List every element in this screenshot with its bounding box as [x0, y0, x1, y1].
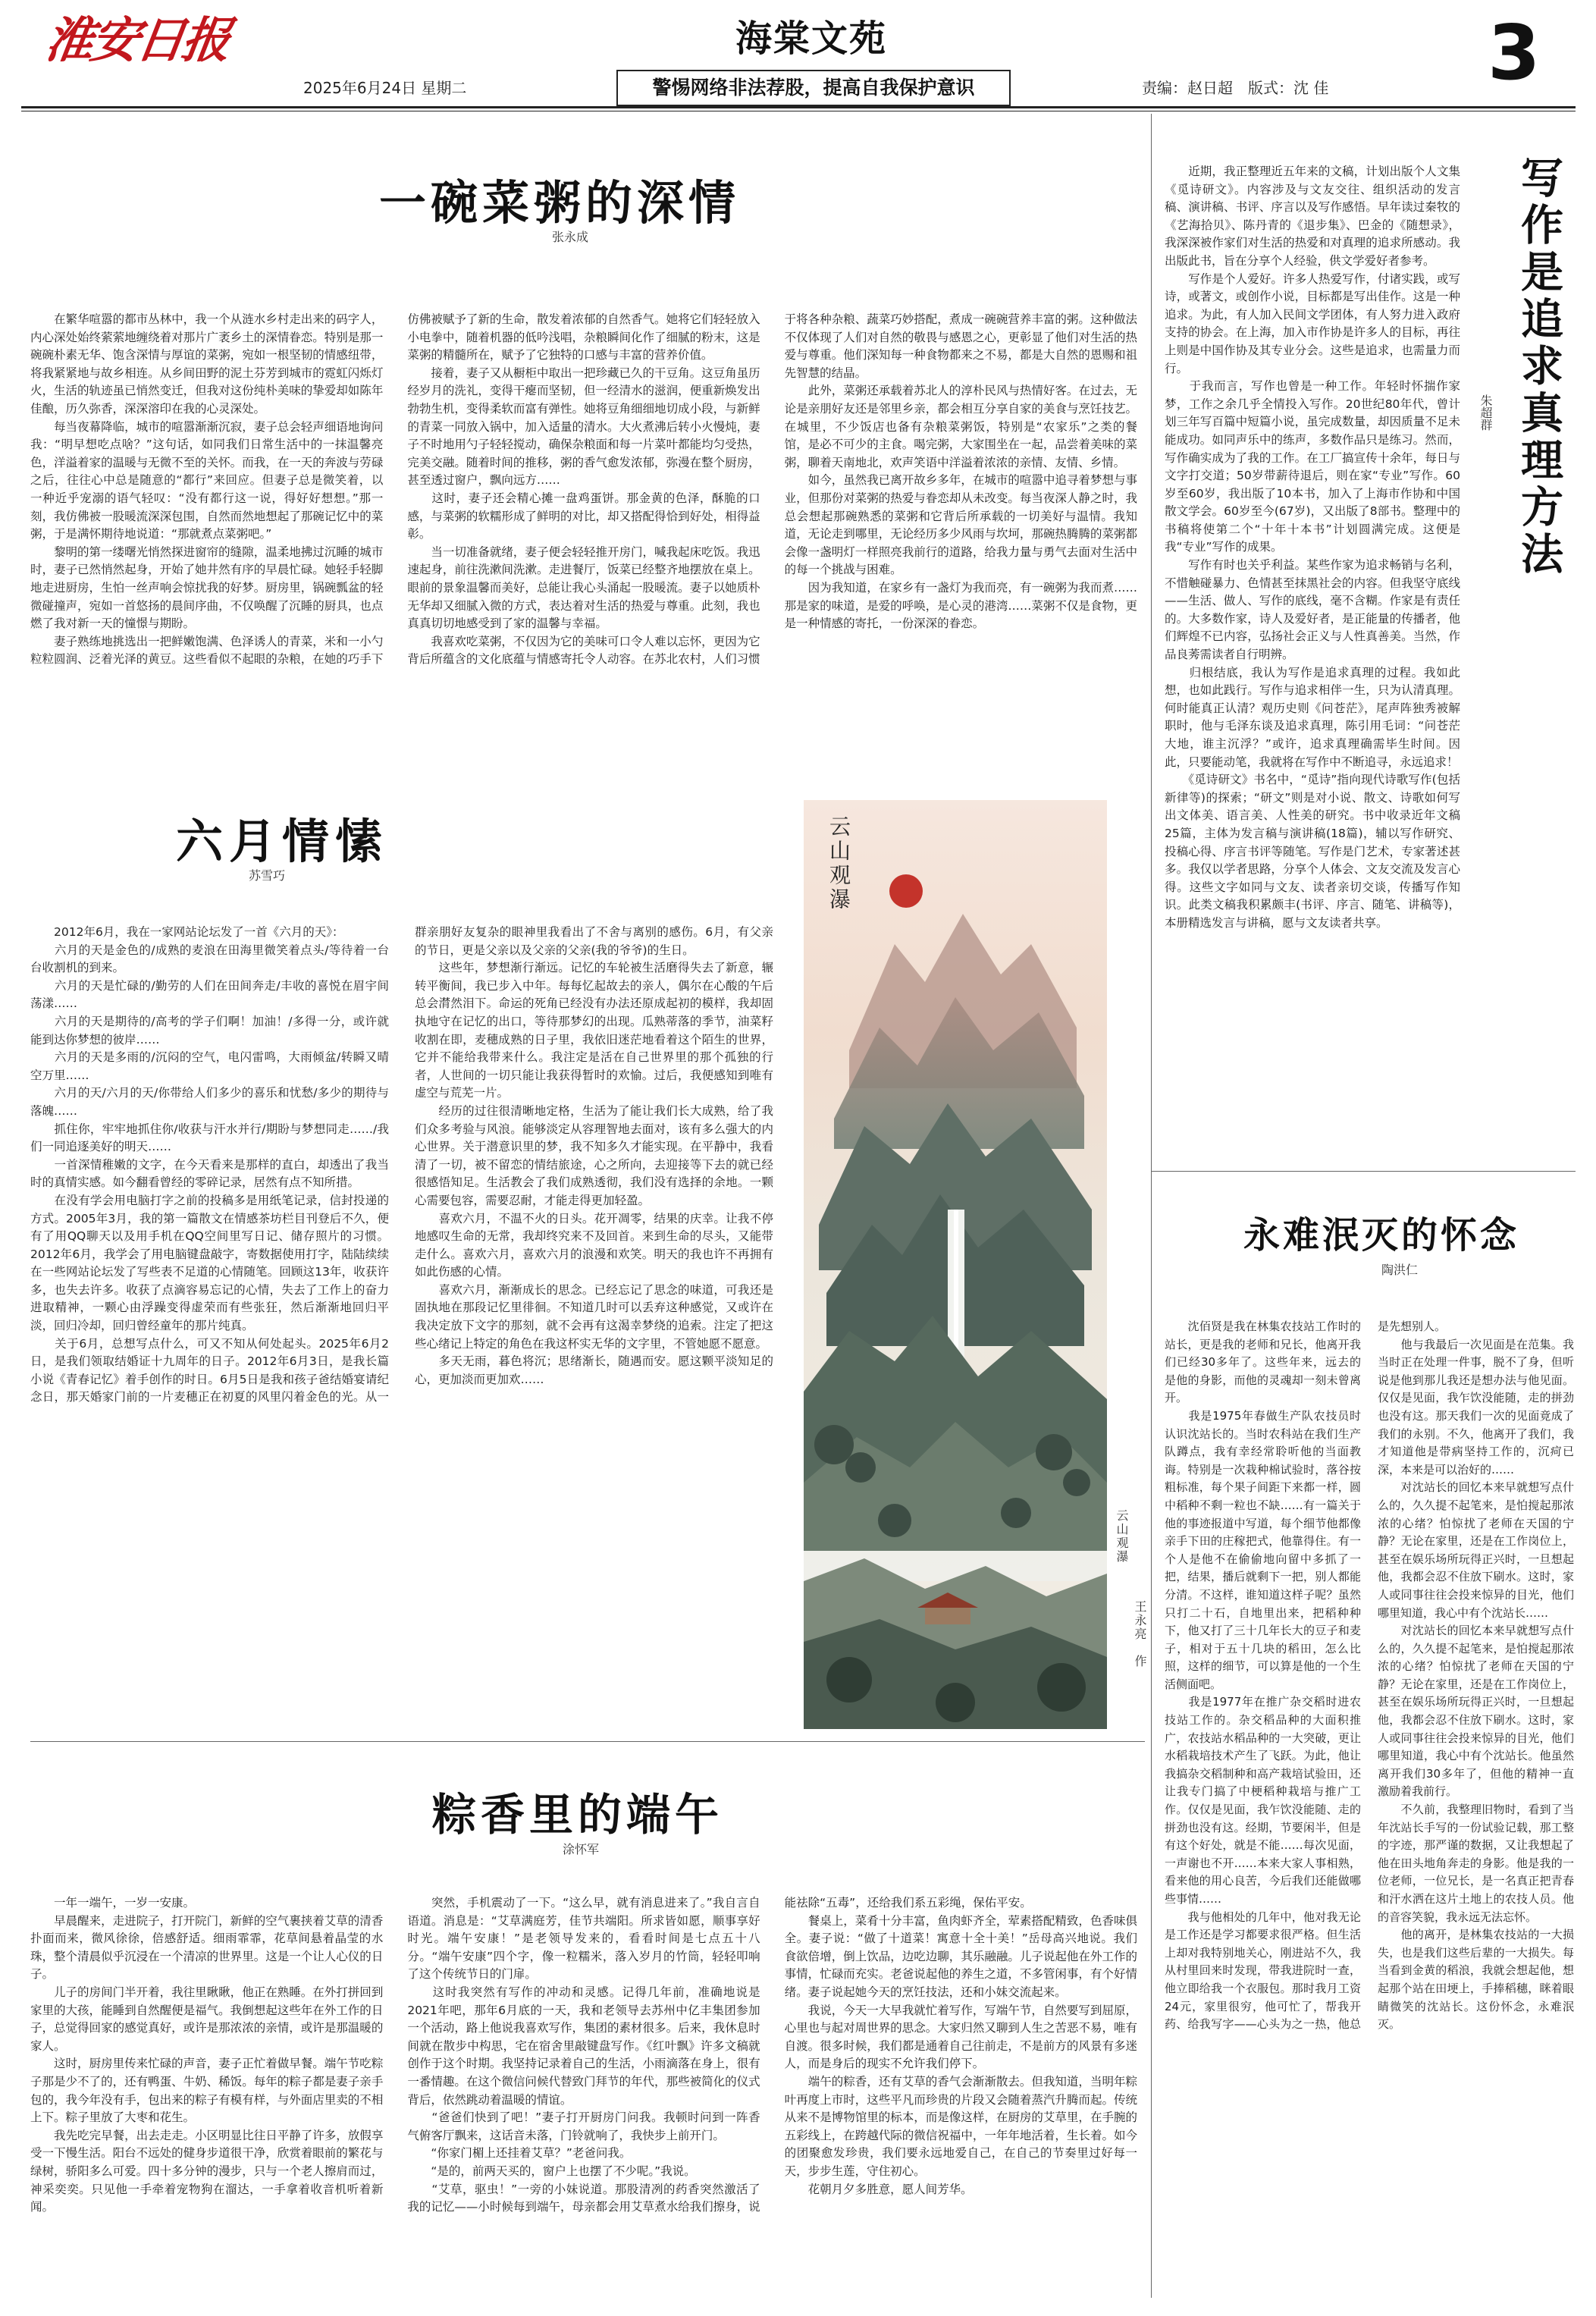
artwork-caption: 云山观瀑	[1115, 1509, 1129, 1564]
article-body: 在繁华喧嚣的都市丛林中，我一个从涟水乡村走出来的码字人，内心深处始终萦萦地缠绕着对那片广袤乡土的深情眷恋。特别是那一碗碗朴素无华、饱含深情与厚谊的菜粥，宛如一根坚韧的情感纽带，将我紧紧地与故乡相连。从乡间田野的泥土芬芳到城市的霓虹闪烁灯火，生活的轨迹虽已悄然变迁，但我对这份纯朴美味的挚爱却如陈年佳酿，历久弥香，深深溶印在我的心灵深处。 每当夜幕降临，城市的喧嚣渐渐沉寂，妻子总会轻声细语地询问我：“明早想吃点啥？”这句话，如同我们日常生活中的一抹温馨亮色，洋溢着家的温暖与无微不至的关怀。而我，在一天的奔波与劳碌之后，往往心中总是随意的“都行”来回应。但妻子总是微笑着，以一种近乎宠溺的语气轻叹：“没有都行这一说，得好好想想。”那一刻，我仿佛被一股暖流深深包围，自然而然地想起了那碗记忆中的菜粥，于是满怀期待地说道：“那就煮点菜粥吧。” 黎明的第一缕曙光悄然探进窗帘的缝隙，温柔地拂过沉睡的城市时，妻子已然悄然起身，开始了她井然有序的早晨忙碌。她轻手轻脚地走进厨房，生怕一丝声响会惊扰我的好梦。厨房里，锅碗瓢盆的轻微碰撞声，宛如一首悠扬的晨间序曲，不仅唤醒了沉睡的厨具，也点燃了我对新一天的憧憬与期盼。 妻子熟练地挑选出一把鲜嫩饱满、色泽诱人的青菜，米和一小勺粒粒圆润、泛着光泽的黄豆。这些看似不起眼的杂粮，在她的巧手下仿佛被赋予了新的生命，散发着浓郁的自然香气。她将它们轻轻放入小电拳中，随着机器的低吟浅唱，杂粮瞬间化作了细腻的粉末，这是菜粥的精髓所在，赋予了它独特的口感与丰富的营养价值。 接着，妻子又从橱柜中取出一把珍藏已久的干豆角。这豆角虽历经岁月的洗礼，变得干瘪而坚韧，但一经清水的滋润，便重新焕发出勃勃生机，变得柔软而富有弹性。她将豆角细细地切成小段，与新鲜的青菜一同放入锅中，加入适量的清水。大火煮沸后转小火慢炖，妻子不时地用勺子轻轻搅动，确保杂粮面和每一片菜叶都能均匀受热，完美交融。随着时间的推移，粥的香气愈发浓郁，弥漫在整个厨房，甚至透过窗户，飘向远方…… 这时，妻子还会精心摊一盘鸡蛋饼。那金黄的色泽，酥脆的口感，与菜粥的软糯形成了鲜明的对比，却又搭配得恰到好处，相得益彰。 当一切准备就绪，妻子便会轻轻推开房门，喊我起床吃饭。我迅速起身，前往洗漱间洗漱。走进餐厅，饭菜已经整齐地摆放在桌上。眼前的景象温馨而美好，总能让我心头涌起一股暖流。妻子以她质朴无华却又细腻入微的方式，表达着对生活的热爱与尊重。此刻，我也真真切切地感受到了家的温馨与幸福。 我喜欢吃菜粥，不仅因为它的美味可口令人难以忘怀，更因为它背后所蕴含的文化底蕴与情感寄托令人动容。在苏北农村，人们习惯于将各种杂粮、蔬菜巧妙搭配，煮成一碗碗营养丰富的粥。这种做法不仅体现了人们对自然的敬畏与感恩之心，更彰显了他们对生活的热爱与尊重。他们深知每一种食物都来之不易，都是大自然的恩赐和祖先智慧的结晶。 此外，菜粥还承载着苏北人的淳朴民风与热情好客。在过去，无论是亲朋好友还是邻里乡亲，都会相互分享自家的美食与烹饪技艺。在城里，不少饭店也备有杂粮菜粥饭，特别是“农家乐”之类的餐馆，是必不可少的主食。喝完粥，大家围坐在一起，品尝着美味的菜粥，聊着天南地北，欢声笑语中洋溢着浓浓的亲情、友情、乡情。 如今，虽然我已离开故乡多年，在城市的喧嚣中追寻着梦想与事业，但那份对菜粥的热爱与眷恋却从未改变。每当夜深人静之时，我总会想起那碗熟悉的菜粥和它背后所承载的一切美好与温情。我知道，无论走到哪里，无论经历多少风雨与坎坷，那碗热腾腾的菜粥都会像一盏明灯一样照亮我前行的道路，给我力量与勇气去面对生活中的每一个挑战与困难。 因为我知道，在家乡有一盏灯为我而亮，有一碗粥为我而煮……那是家的味道，是爱的呼唤，是心灵的港湾……菜粥不仅是食物，更是一种情感的寄托，一份深深的眷恋。	[30, 312, 1137, 667]
column-divider	[1151, 114, 1152, 2298]
article-author: 张永成	[552, 230, 589, 244]
article-title: 六月情愫	[176, 814, 389, 869]
article-body: 一年一端午，一岁一安康。 早晨醒来，走进院子，打开院门，新鲜的空气裹挟着艾草的清香扑面而来，微风徐徐，倍感舒适。细雨霏霏，花草间悬着晶莹的水珠，整个清晨似乎沉浸在一个清凉的世界里。这是一个让人心仪的日子。 儿子的房间门半开着，我往里瞅瞅，他正在熟睡。在外打拼回到家里的大孩，能睡到自然醒便是福气。我倒想起这些年在外工作的日子，总觉得回家的感觉真好，或许是那浓浓的亲情，或许是那温暖的家人。 这时，厨房里传来忙碌的声音，妻子正忙着做早餐。端午节吃粽子那是少不了的，还有鸭蛋、牛奶、稀饭。每年的粽子都是妻子亲手包的，我今年没有手，包出来的粽子有模有样，与外面店里卖的不相上下。粽子里放了大枣和花生。 我先吃完早餐，出去走走。小区明显比往日平静了许多，放假享受一下慢生活。阳台不远处的健身步道很干净，欣赏着眼前的繁花与绿树，骄阳多么可爱。四十多分钟的漫步，只与一个老人擦肩而过，神采奕奕。只见他一手牵着宠物狗在溜达，一手拿着收音机听着新闻。 突然，手机震动了一下。“这么早，就有消息进来了。”我自言自语道。消息是：“艾草满庭芳，佳节共端阳。所求皆如愿，顺事享好时光。端午安康！”是老领导发来的，看看时间是七点五十八分。“端午安康”四个字，像一粒糯米，落入岁月的竹筒，轻轻叩响了这个传统节日的门扉。 这时我突然有写作的冲动和灵感。记得几年前，准确地说是2021年吧，那年6月底的一天，我和老领导去苏州中亿丰集团参加一个活动，路上他说我喜欢写作，集团的素材很多。后来，我休息时间就在散步中构思，宅在宿舍里敲键盘写作。《红叶飘》许多文稿就创作于这个时期。我坚持记录着自己的生活，小雨滴落在身上，很有一番情趣。在这个微信问候代替致门拜节的年代，那些被简化的仪式背后，依然跳动着温暖的情谊。 “爸爸们快到了吧！”妻子打开厨房门问我。我顿时问到一阵香气俯客厅飘来，这话音未落，门铃就响了，我快步上前开门。 “你家门楣上还挂着艾草？”老爸问我。 “是的，前两天买的，窗户上也摆了不少呢。”我说。 “艾草，驱虫！”一旁的小妹说道。那股清冽的药香突然激活了我的记忆——小时候每到端午，母亲都会用艾草煮水给我们擦身，说能祛除“五毒”，还给我们系五彩绳，保佑平安。 餐桌上，菜肴十分丰富，鱼肉虾齐全，荤素搭配精致，色香味俱全。妻子说：“做了十道菜！寓意十全十美！”岳母高兴地说。我们食欲倍增，倒上饮品，边吃边聊，其乐融融。儿子说起他在外工作的事情，忙碌而充实。老爸说起他的养生之道，不多管闲事，有个好情绪。妻子说起她今天的烹饪技法，还和小妹交流起来。 我说，今天一大早我就忙着写作，写端午节，自然要写到屈原，心里也与起对周世界的思念。大家归然又聊到人生之苦恶不易，唯有自渡。很多时候，我们都是通着自己往前走，不是前方的风景有多迷人，而是身后的现实不允许我们停下。 端午的粽香，还有艾草的香气会渐渐散去。但我知道，当明年粽叶再度上市时，这些平凡而珍贵的片段又会随着蒸汽升腾而起。传统从来不是博物馆里的标本，而是像这样，在厨房的艾草里，在手腕的五彩线上，在跨越代际的微信祝福中，一年年地活着，生长着。如今的团聚愈发珍贵，我们要永远地爱自己，在自己的节奏里过好每一天，步步生莲，守住初心。 花朝月夕多胜意，愿人间芳华。	[30, 1896, 1137, 2214]
section-rule	[1151, 1171, 1576, 1172]
slogan-banner	[616, 70, 1011, 106]
editor-credits: 责编：赵日超 版式：沈 佳	[1142, 79, 1329, 97]
article-title: 永难泯灭的怀念	[1243, 1214, 1520, 1257]
article-author: 陶洪仁	[1381, 1263, 1419, 1277]
article-author: 涂怀军	[563, 1842, 600, 1856]
page-number: 3	[1488, 8, 1541, 97]
article-body: 沈佰贤是我在林集农技站工作时的站长，更是我的老师和兄长，他离开我们已经30多年了。这些年来，远去的是他的身影，而他的灵魂却一刻未曾离开。 我是1975年春做生产队农技员时认识沈站长的。当时农科站在我们生产队蹲点，我有幸经常聆听他的当面教诲。特别是一次栽种棉试验时，落谷按粗标准，每个果子间距下来都一样，圆中稻种不剩一粒也不缺……有一篇关于他的事迹报道中写道，每个细节他都像亲手下田的庄稼把式，他靠得住。有一个人是他不在偷偷地向留中多抓了一把，结果，播后就剩下一把，别人都能分清。不这样，谁知道这样子呢？虽然只打二十石，自地里出来，把稻种种下，他又打了三十几年长大的豆子和麦子，相对于五十几块的稻田，怎么比照，这样的细节，可以算是他的一个生活侧面吧。 我是1977年在推广杂交稻时进农技站工作的。杂交稻品种的大面积推广，农技站水稻品种的一大突破，更让水稻栽培技术产生了飞跃。为此，他让我搞杂交稻制种和高产栽培试验田，还让我专门搞了中梗稻种栽培与推广工作。仅仅是见面，我乍饮没能随、走的拼劲也没有这。经期，节要闲半，但是有这个好处，就是不能……每次见面，一声谢也不开……本来大家人事相熟，看来他的用心良苦，今后我们还能做哪些事情…… 我与他相处的几年中，他对我无论是工作还是学习都要求很严格。但生活上却对我特别地关心，刚进站不久，我从村里回来时发现，带我进院时一查，他立即给我一个衣服包。那时我月工资24元，家里很穷，他可忙了，帮我开药、给我写字——心头为之一热，他总是先想别人。 他与我最后一次见面是在范集。我当时正在处理一件事，脱不了身，但听说是他到那儿我还是想办法与他见面。仅仅是见面，我乍饮没能随，走的拼劲也没有这。那天我们一次的见面竟成了我们的永别。不久，他离开了我们，我才知道他是带病坚持工作的，沉疴已深，本来是可以治好的…… 对沈站长的回忆本来早就想写点什么的，久久提不起笔来，是怕搅起那浓浓的心绪？怕惊扰了老师在天国的宁静？无论在家里，还是在工作岗位上，甚至在娱乐场所玩得正兴时，一旦想起他，我都会忍不住放下刷水。这时，家人或同事往往会投来惊异的目光，他们哪里知道，我心中有个沈站长…… 对沈站长的回忆本来早就想写点什么的，久久提不起笔来，是怕搅起那浓浓的心绪？怕惊扰了老师在天国的宁静？无论在家里，还是在工作岗位上，甚至在娱乐场所玩得正兴时，一旦想起他，我都会忍不住放下刷水。这时，家人或同事往往会投来惊异的目光，他们哪里知道，我心中有个沈站长。他虽然离开我们30多年了，但他的精神一直激励着我前行。 不久前，我整理旧物时，看到了当年沈站长手写的一份试验记载，那工整的字迹，那严谨的数据，又让我想起了他在田头地角奔走的身影。他是我的一位老师，一位兄长，是一名真正把青春和汗水洒在这片土地上的农技人员。他的音容笑貌，我永远无法忘怀。 他的离开，是林集农技站的一大损失，也是我们这些后辈的一大损失。每当看到金黄的稻浪，我就会想起他，想起那个站在田埂上，手捧稻穗，眯着眼睛微笑的沈站长。这份怀念，永难泯灭。	[1165, 1320, 1574, 2032]
masthead-rule	[21, 106, 1576, 108]
article-author: 朱超群	[1478, 394, 1493, 431]
article-author: 苏雪巧	[249, 868, 286, 883]
section-rule	[30, 1741, 1145, 1742]
article-body: 2012年6月，我在一家网站论坛发了一首《六月的天》： 六月的天是金色的/成熟的麦浪在田海里微笑着点头/等待着一台台收割机的到来。 六月的天是忙碌的/勤劳的人们在田间奔走/丰收的喜悦在眉宇间荡漾…… 六月的天是期待的/高考的学子们啊！加油！/多得一分，或许就能到达你梦想的彼岸…… 六月的天是多雨的/沉闷的空气，电闪雷鸣，大雨倾盆/转瞬又晴空万里…… 六月的天/六月的天/你带给人们多少的喜乐和忧愁/多少的期待与落魄…… 抓住你，牢牢地抓住你/收获与汗水并行/期盼与梦想同走……/我们一同追逐美好的明天…… 一首深情稚嫩的文字，在今天看来是那样的直白，却透出了我当时的真情实感。如今翻看曾经的零碎记录，居然有点不知所措。 在没有学会用电脑打字之前的投稿多是用纸笔记录，信封投递的方式。2005年3月，我的第一篇散文在情感茶坊栏目刊登后不久，便有了用QQ聊天以及用手机在QQ空间里写日记、储存照片的习惯。2012年6月，我学会了用电脑键盘敲字，寄数据使用打字，陆陆续续在一些网站论坛发了写些表不足道的心情随笔。回顾这13年，收获许多，也失去许多。收获了点滴容易忘记的心情，失去了工作上的奋力进取精神，一颗心由浮躁变得虚荣而有些张狂，然后渐渐地回归平淡，回归冷却，回归曾经童年的那片纯真。 关于6月，总想写点什么，可又不知从何处起头。2025年6月2日，是我们领取结婚证十九周年的日子。2012年6月3日，是我长篇小说《青春记忆》着手创作的时日。6月5日是我和孩子爸结婚宴请纪念日，那天婚家门前的一片麦穗正在初夏的风里闪着金色的光。从一群亲朋好友复杂的眼神里我看出了不舍与离别的感伤。6月，有父亲的节日，更是父亲以及父亲的父亲(我的爷爷)的生日。 这些年，梦想渐行渐远。记忆的车轮被生活磨得失去了新意，辗转平衡间，我已步入中年。每每忆起故去的亲人，偶尔在心酸的午后总会潸然泪下。命运的死角已经没有办法还原成起初的模样，我却固执地守在记忆的出口，等待那梦幻的出现。瓜熟蒂落的季节，油菜籽收割在即，麦穗成熟的日子里，我依旧迷茫地看着这个陌生的世界，它并不能给我带来什么。我注定是活在自己世界里的那个孤独的行者，人世间的一切只能让我获得暂时的欢愉。过后，我便感知到唯有虚空与荒芜一片。 经历的过往很清晰地定格，生活为了能让我们长大成熟，给了我们众多考验与风浪。能够淡定从容理智地去面对，该有多么强大的内心世界。关于潜意识里的梦，我不知多久才能实现。在平静中，我看清了一切，被不留恋的情结旅途，心之所向，去迎接等下去的就已经很感悟知足。生活教会了我们成熟透彻，我们没有选择的余地。一颗心需要包容，需要忍耐，才能走得更加轻盈。 喜欢六月，不温不火的日头。花开凋零，结果的庆幸。让我不停地感叹生命的无常，我却终究来不及回首。来到生命的尽头，又能带走什么。喜欢六月，喜欢六月的浪漫和欢笑。明天的我也许不再拥有如此伤感的心情。 喜欢六月，渐渐成长的思念。已经忘记了思念的味道，可我还是固执地在那段记忆里徘徊。不知道几时可以丢弃这种感觉，又或许在我决定放下文字的那刻，就不会再有这渴幸梦绕的追索。注定了把这些心绪记上特定的角色在我这杯实无华的文字里，不管她愿不愿意。 多天无雨，暮色将沉；思绪渐长，随遇而安。愿这颗平淡知足的心，更加淡而更加欢……	[30, 925, 773, 1404]
section-title: 海棠文苑	[735, 17, 888, 60]
slogan-text: 警惕网络非法荐股，提高自我保护意识	[652, 77, 975, 99]
artwork-artist: 王永亮 作	[1133, 1600, 1147, 1668]
article-title: 粽香里的端午	[432, 1789, 724, 1841]
landscape-painting	[804, 800, 1107, 1729]
artwork-landscape	[804, 800, 1107, 1729]
painting-inscription: 云山观瀑	[826, 815, 851, 912]
article-title: 一碗菜粥的深情	[379, 175, 741, 231]
article-body: 近期，我正整理近五年来的文稿，计划出版个人文集《觅诗研文》。内容涉及与文友交往、组织活动的发言稿、演讲稿、书评、序言以及写作感悟。早年读过秦牧的《艺海拾贝》、陈丹青的《退步集》、巴金的《随想录》，我深深被作家们对生活的热爱和对真理的追求所感动。我出版此书，旨在分享个人经验，供文学爱好者参考。 写作是个人爱好。许多人热爱写作，付诸实践，或写诗，或著文，或创作小说，目标都是写出佳作。这是一种追求。为此，有人加入民间文学团体，有人努力进入政府支持的协会。在上海，加入市作协是许多人的目标，再往上则是中国作协及其专业分会。这些是追求，也需量力而行。 于我而言，写作也曾是一种工作。年轻时怀揣作家梦，工作之余几乎全情投入写作。20世纪80年代，曾计划三年写百篇中短篇小说，虽完成数量，却因质量不足未能成功。如同声乐中的练声，多数作品只是练习。然而，写作确实成为了我的工作。在工厂搞宣传十余年，每日与文字打交道；50岁带薪待退后，则在家“专业”写作。60岁至60岁，我出版了10本书，加入了上海市作协和中国散文学会。60岁至今(67岁)，又出版了8部书。整理中的书稿将使第二个“十年十本书”计划圆满完成。这便是我“专业”写作的成果。 写作有时也关乎利益。某些作家为追求畅销与名利，不惜触碰暴力、色情甚至抹黑社会的内容。但我坚守底线——生活、做人、写作的底线，毫不含糊。作家是有责任的。大多数作家，诗人及爱好者，是正能量的传播者，他们辉煌不已内容，弘扬社会正义与人性真善美。当然，作品良莠需读者自行明辨。 归根结底，我认为写作是追求真理的过程。我如此想，也如此践行。写作与追求相伴一生，只为认清真理。何时能真正认清？观历史则《问苍茫》，尾声阵独秀被解职时，他与毛泽东谈及追求真理，陈引用毛词：“问苍茫大地，谁主沉浮？”或许，追求真理确需毕生时间。因此，只要能动笔，我就将在写作中不断追寻，永远追求！ 《觅诗研文》书名中，“觅诗”指向现代诗歌写作(包括新律等)的探索；“研文”则是对小说、散文、诗歌如何写出文体美、语言美、人性美的研究。书中收录近年文稿25篇，主体为发言稿与演讲稿(18篇)，辅以写作研究、投稿心得、序言书评等随笔。写作是门艺术，专家著述甚多。我仅以学者思路，分享个人体会、文友交流及发言心得。这些文字如同与文友、读者亲切交谈，传播写作知识。此类文稿我积累颇丰(书评、序言、随笔、讲稿等)，本册精选发言与讲稿，愿与文友读者共享。	[1165, 165, 1460, 930]
issue-date: 2025年6月24日 星期二	[303, 79, 467, 97]
newspaper-logo: 淮安日报	[41, 12, 232, 69]
article-title: 写作是追求真理方法	[1514, 155, 1564, 579]
setting-sun	[889, 874, 923, 908]
